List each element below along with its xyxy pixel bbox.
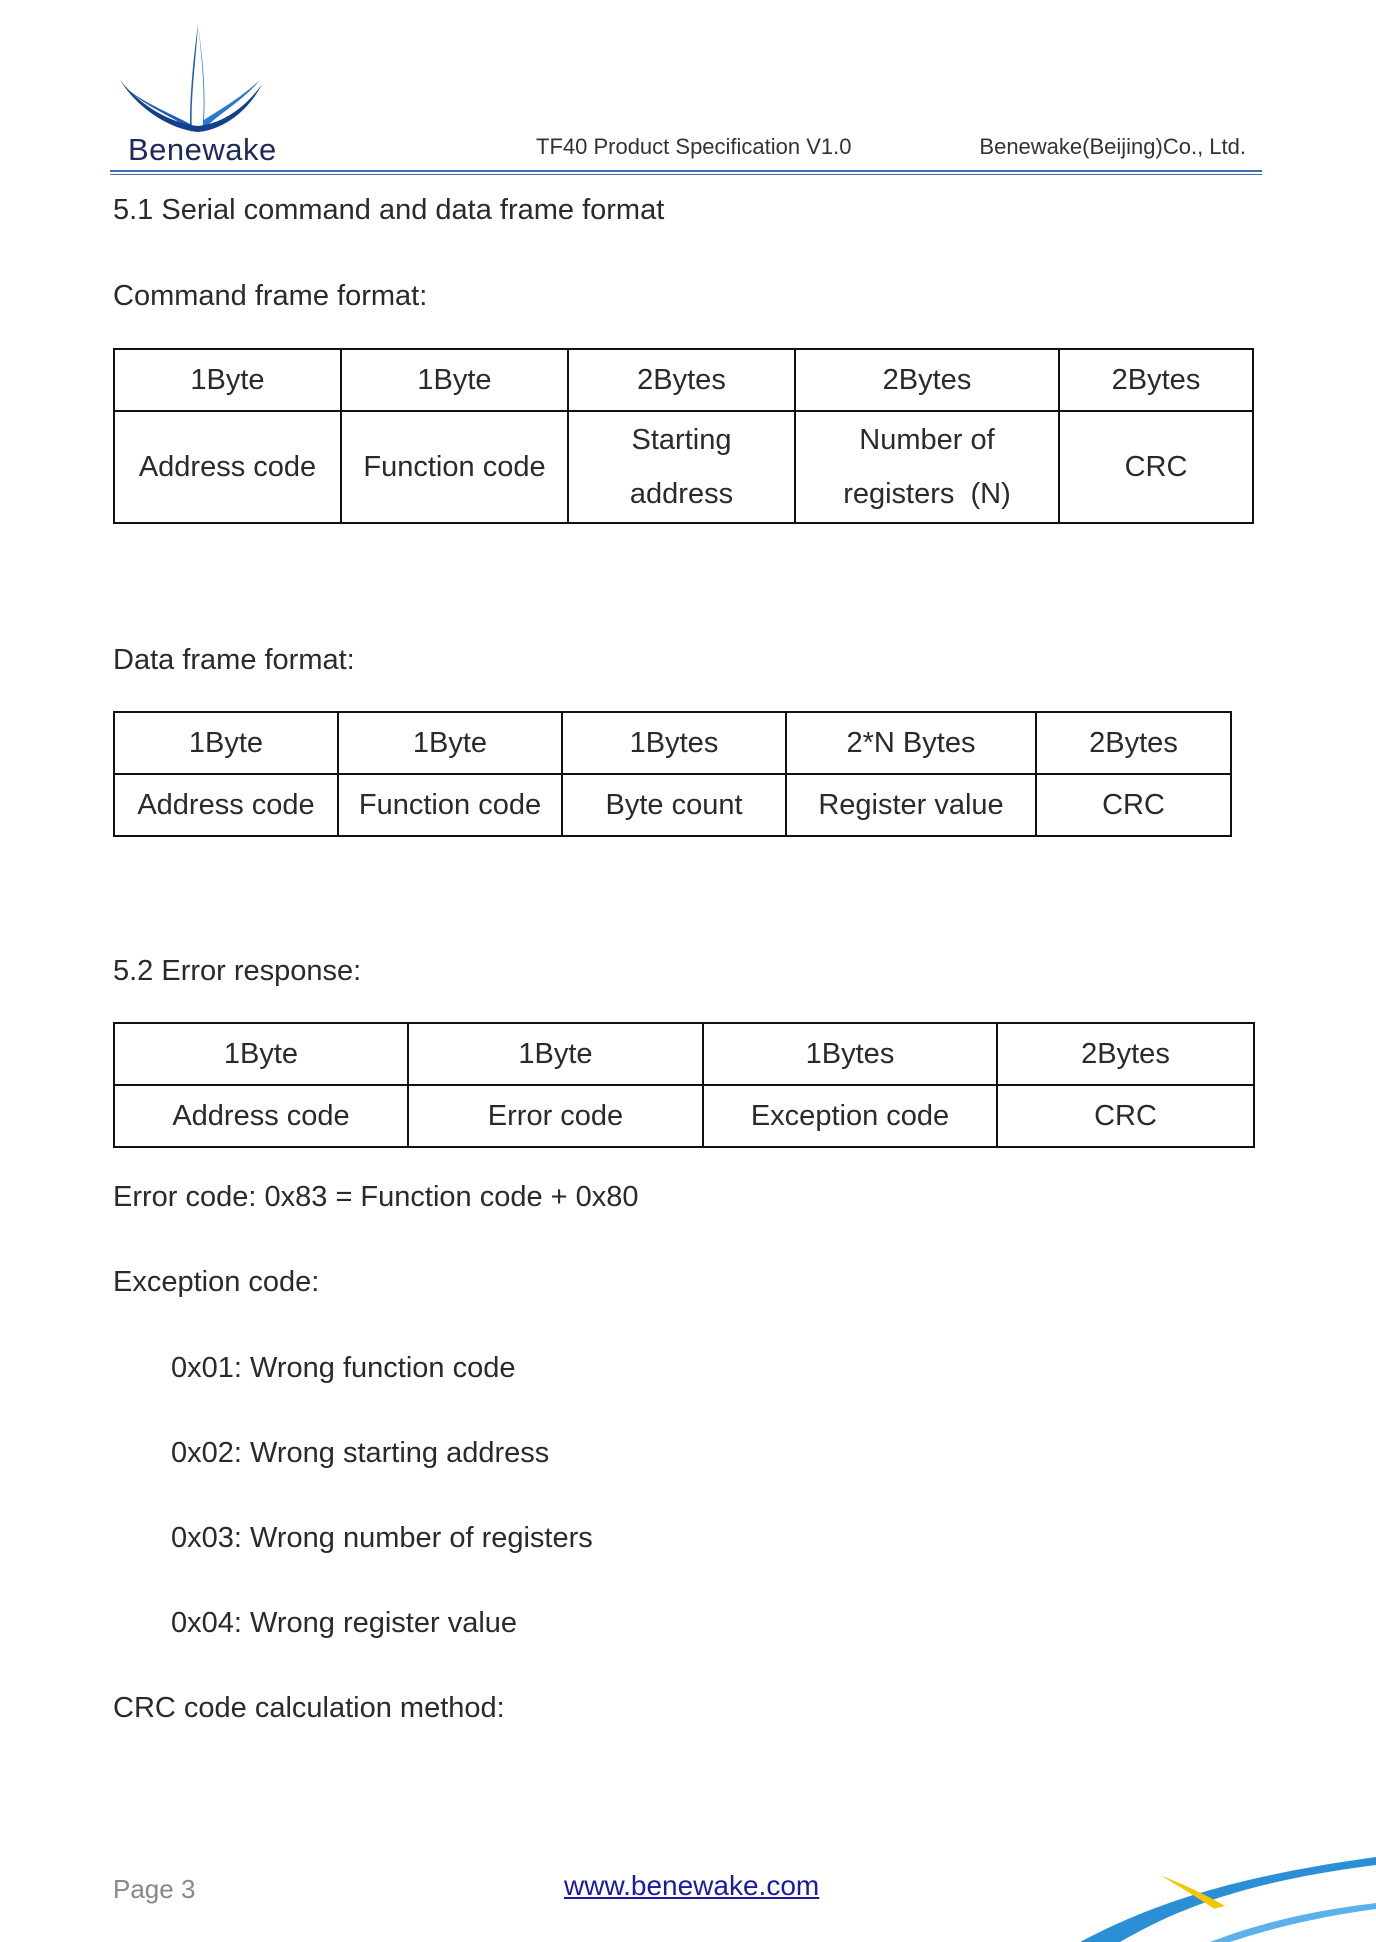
- data-frame-label: Data frame format:: [113, 644, 355, 676]
- website-link[interactable]: www.benewake.com: [564, 1870, 820, 1901]
- table-cell: Exception code: [703, 1085, 997, 1147]
- logo-wordmark: Benewake: [128, 132, 277, 167]
- cell-line: Number of: [859, 424, 995, 456]
- page-number: Page 3: [113, 1874, 196, 1904]
- table-cell: 2Bytes: [1059, 349, 1253, 411]
- table-cell: [568, 411, 795, 523]
- table-cell: 2Bytes: [1036, 712, 1231, 774]
- table-cell: Address code: [114, 411, 341, 523]
- error-response-table: [113, 1022, 1255, 1148]
- table-cell: Register value: [786, 774, 1036, 836]
- command-frame-label: Command frame format:: [113, 280, 428, 312]
- list-item: 0x03: Wrong number of registers: [171, 1522, 593, 1554]
- table-cell: [795, 411, 1059, 523]
- header-rule: [110, 170, 1262, 172]
- list-item: 0x01: Wrong function code: [171, 1352, 516, 1384]
- table-cell: 2Bytes: [795, 349, 1059, 411]
- table-cell: 2Bytes: [997, 1023, 1254, 1085]
- data-frame-table: [113, 711, 1232, 837]
- cell-line: Starting: [631, 424, 732, 456]
- table-cell: CRC: [1036, 774, 1231, 836]
- error-code-line: Error code: 0x83 = Function code + 0x80: [113, 1181, 639, 1213]
- crc-method-label: CRC code calculation method:: [113, 1692, 505, 1724]
- cell-line: address: [629, 478, 734, 510]
- table-cell: 1Byte: [114, 712, 338, 774]
- table-cell: 1Byte: [338, 712, 562, 774]
- table-cell: Error code: [408, 1085, 703, 1147]
- footer-swoosh-icon: [1060, 1855, 1376, 1942]
- table-cell: Address code: [114, 774, 338, 836]
- company-name: Benewake(Beijing)Co., Ltd.: [979, 134, 1246, 159]
- table-cell: 1Byte: [114, 1023, 408, 1085]
- table-cell: 1Byte: [408, 1023, 703, 1085]
- table-cell: CRC: [1059, 411, 1253, 523]
- table-cell: Function code: [338, 774, 562, 836]
- table-cell: 2Bytes: [568, 349, 795, 411]
- table-cell: CRC: [997, 1085, 1254, 1147]
- table-cell: 2*N Bytes: [786, 712, 1036, 774]
- list-item: 0x02: Wrong starting address: [171, 1437, 550, 1469]
- table-cell: Address code: [114, 1085, 408, 1147]
- document-title: TF40 Product Specification V1.0: [536, 134, 852, 159]
- exception-code-label: Exception code:: [113, 1266, 320, 1298]
- header-rule-thin: [110, 174, 1262, 175]
- list-item: 0x04: Wrong register value: [171, 1607, 518, 1639]
- table-cell: 1Bytes: [703, 1023, 997, 1085]
- table-cell: Byte count: [562, 774, 786, 836]
- command-frame-table: [113, 348, 1254, 524]
- section-heading-5-2: 5.2 Error response:: [113, 955, 362, 987]
- table-cell: 1Byte: [341, 349, 568, 411]
- table-cell: Function code: [341, 411, 568, 523]
- benewake-logo-icon: [110, 20, 270, 140]
- cell-line: registers (N): [843, 478, 1011, 510]
- table-cell: 1Bytes: [562, 712, 786, 774]
- table-cell: 1Byte: [114, 349, 341, 411]
- section-heading-5-1: 5.1 Serial command and data frame format: [113, 194, 665, 226]
